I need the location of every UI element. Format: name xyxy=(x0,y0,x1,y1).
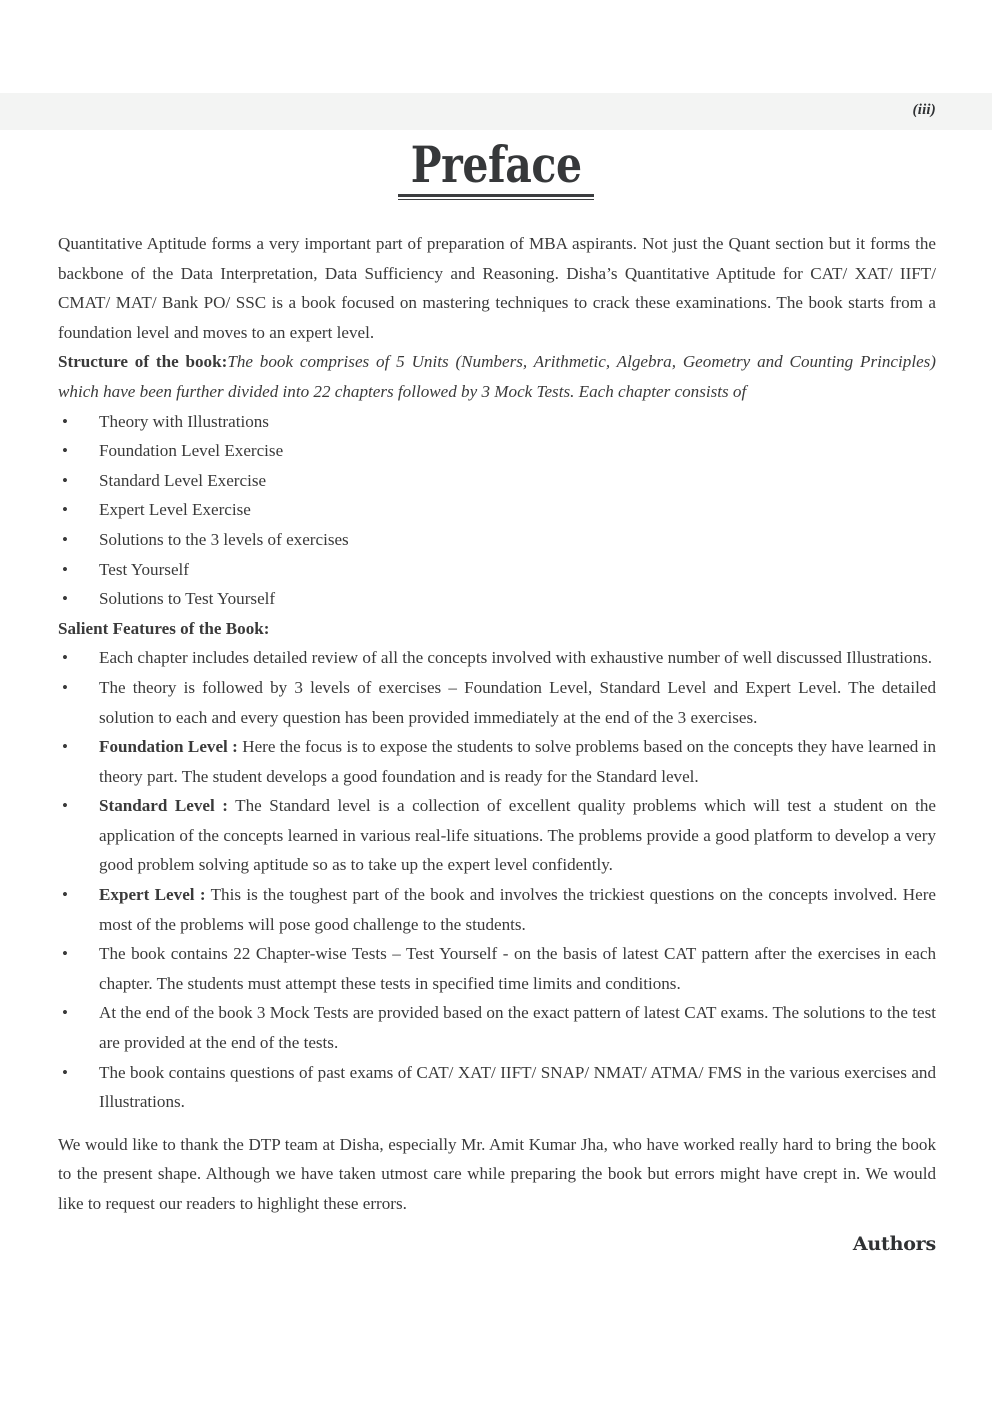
bullet-icon: • xyxy=(62,589,68,609)
list-item-body xyxy=(99,643,936,673)
list-item xyxy=(58,584,936,614)
list-item-label: Expert Level : xyxy=(99,885,206,905)
list-item-text: Theory with Illustrations xyxy=(99,411,269,431)
salient-features-list xyxy=(58,643,936,1117)
list-item xyxy=(58,1058,936,1117)
list-item-label: Foundation Level : xyxy=(99,737,238,757)
list-item-body xyxy=(99,673,936,732)
page-folio-number: (iii) xyxy=(912,102,936,118)
list-item xyxy=(58,732,936,791)
preface-content xyxy=(58,229,936,1219)
page-header-band xyxy=(0,93,992,130)
bullet-icon: • xyxy=(62,500,68,520)
bullet-icon: • xyxy=(62,677,68,697)
list-item xyxy=(58,673,936,732)
list-item xyxy=(58,436,936,466)
bullet-icon: • xyxy=(62,648,68,668)
bullet-icon: • xyxy=(62,529,68,549)
list-item-body xyxy=(99,1058,936,1117)
authors-signature: Authors xyxy=(852,1233,936,1255)
list-item xyxy=(58,998,936,1057)
closing-spacer xyxy=(58,1117,936,1130)
list-item-text: This is the toughest part of the book and involves the trickiest questions on the concepts involved. Here most of the problems will pose good challenge to the students. xyxy=(99,885,936,934)
list-item-body xyxy=(99,732,936,791)
list-item xyxy=(58,495,936,525)
list-item-text: The theory is followed by 3 levels of exercises – Foundation Level, Standard Level and Expert Level. The detailed solution to each and every question has been provided immediately at the end of the 3 exercises. xyxy=(99,677,936,727)
bullet-icon: • xyxy=(62,441,68,461)
page-title-block xyxy=(0,135,992,200)
closing-paragraph: We would like to thank the DTP team at Disha, especially Mr. Amit Kumar Jha, who have worked really hard to bring the book to the present shape. Although we have taken utmost care while preparing the book but errors might have crept in. We would like to request our readers to highlight these errors. xyxy=(58,1134,936,1213)
bullet-icon: • xyxy=(62,559,68,579)
bullet-icon: • xyxy=(62,470,68,490)
bullet-icon: • xyxy=(62,1062,68,1082)
list-item xyxy=(58,525,936,555)
list-item-body xyxy=(99,998,936,1057)
structure-paragraph xyxy=(58,347,936,406)
bullet-icon: • xyxy=(62,796,68,816)
list-item-body xyxy=(99,939,936,998)
list-item-label: Standard Level : xyxy=(99,796,228,816)
bullet-icon: • xyxy=(62,1003,68,1023)
salient-features-heading: Salient Features of the Book: xyxy=(58,618,270,638)
list-item xyxy=(58,880,936,939)
bullet-icon: • xyxy=(62,411,68,431)
list-item-text: The book contains questions of past exams of CAT/ XAT/ IIFT/ SNAP/ NMAT/ ATMA/ FMS in the various exercises and Illustrations. xyxy=(99,1062,936,1112)
list-item xyxy=(58,407,936,437)
list-item-text: Here the focus is to expose the students to solve problems based on the concepts they have learned in theory part. The student develops a good foundation and is ready for the Standard level. xyxy=(99,737,936,786)
intro-paragraph: Quantitative Aptitude forms a very important part of preparation of MBA aspirants. Not just the Quant section but it forms the backbone of the Data Interpretation, Data Sufficiency and Reasoning. Disha’s Quantitative Aptitude for CAT/ XAT/ IIFT/ CMAT/ MAT/ Bank PO/ SSC is a book focused on mastering techniques to crack these examinations. The book starts from a foundation level and moves to an expert level. xyxy=(58,234,936,342)
structure-body: The book comprises of 5 Units (Numbers, Arithmetic, Algebra, Geometry and Counting Principles) which have been further divided into 22 chapters followed by 3 Mock Tests. Each chapter consists of xyxy=(58,352,936,401)
list-item xyxy=(58,643,936,673)
page-title: Preface xyxy=(410,135,582,194)
list-item-text: Expert Level Exercise xyxy=(99,500,251,520)
list-item xyxy=(58,466,936,496)
structure-label: Structure of the book: xyxy=(58,352,228,372)
bullet-icon: • xyxy=(62,885,68,905)
list-item-text: Standard Level Exercise xyxy=(99,470,267,490)
list-item-text: The book contains 22 Chapter-wise Tests – Test Yourself - on the basis of latest CAT pattern after the exercises in each chapter. The students must attempt these tests in specified time limits and conditions. xyxy=(99,944,936,993)
title-rule-thin xyxy=(398,199,594,200)
list-item xyxy=(58,555,936,585)
list-item-text: Solutions to Test Yourself xyxy=(99,589,276,609)
bullet-icon: • xyxy=(62,944,68,964)
list-item-text: At the end of the book 3 Mock Tests are provided based on the exact pattern of latest CAT exams. The solutions to the test are provided at the end of the tests. xyxy=(99,1003,936,1053)
list-item-text: Solutions to the 3 levels of exercises xyxy=(99,529,349,549)
title-underline-rules xyxy=(398,194,594,200)
list-item xyxy=(58,939,936,998)
list-item-text: Foundation Level Exercise xyxy=(99,441,284,461)
list-item-text: Each chapter includes detailed review of all the concepts involved with exhaustive number of well discussed Illustrations. xyxy=(99,648,933,668)
list-item-body xyxy=(99,880,936,939)
list-item-text: Test Yourself xyxy=(99,559,189,579)
list-item-body xyxy=(99,791,936,880)
structure-list xyxy=(58,407,936,614)
list-item-text: The Standard level is a collection of excellent quality problems which will test a student on the application of the concepts learned in various real-life situations. The problems provide a good platform to develop a very good problem solving aptitude so as to take up the expert level confidently. xyxy=(99,796,936,875)
bullet-icon: • xyxy=(62,737,68,757)
list-item xyxy=(58,791,936,880)
